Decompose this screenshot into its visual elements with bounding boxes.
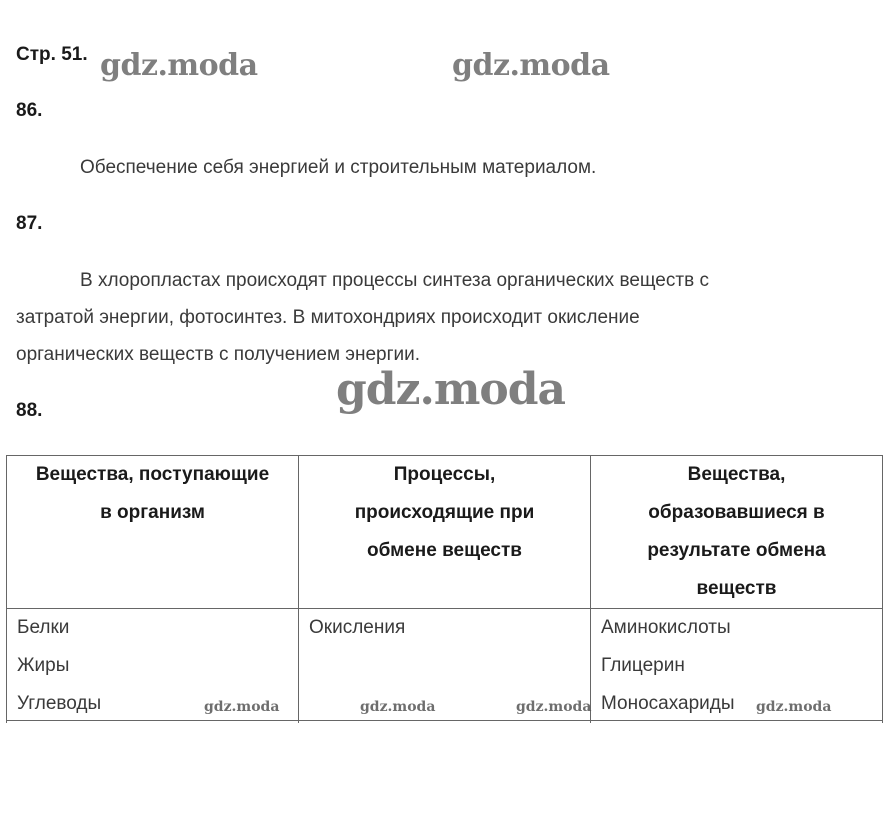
header-resulting-substances bbox=[591, 456, 883, 609]
watermark-logo: gdz.moda bbox=[756, 699, 832, 715]
cell-value: Углеводы bbox=[17, 693, 102, 714]
watermark-logo: gdz.moda bbox=[360, 699, 436, 715]
header-incoming-substances bbox=[7, 456, 299, 609]
watermark-logo: gdz.moda bbox=[452, 48, 610, 83]
answer-line: органических веществ с получением энергии. bbox=[16, 344, 421, 365]
answer-line: В хлоропластах происходят процессы синтеза органических веществ с bbox=[80, 270, 709, 291]
cell-value: Аминокислоты bbox=[601, 617, 731, 638]
question-86-answer: Обеспечение себя энергией и строительным материалом. bbox=[80, 157, 597, 178]
cell-value: Моносахариды bbox=[601, 693, 735, 714]
header-line: Вещества, поступающие bbox=[35, 464, 270, 485]
cell-value: Глицерин bbox=[601, 655, 685, 676]
watermark-logo: gdz.moda bbox=[204, 699, 280, 715]
metabolism-table bbox=[6, 455, 883, 723]
answer-line: затратой энергии, фотосинтез. В митохондриях происходит окисление bbox=[16, 307, 640, 328]
header-line: Вещества, bbox=[687, 464, 786, 485]
watermark-logo: gdz.moda bbox=[516, 699, 592, 715]
question-88-number: 88. bbox=[16, 400, 43, 421]
header-line: Процессы, bbox=[393, 464, 496, 485]
cell-value: Окисления bbox=[309, 617, 406, 638]
cell-value: Жиры bbox=[17, 655, 70, 676]
header-line: обмене веществ bbox=[367, 540, 522, 561]
header-line: происходящие при bbox=[354, 502, 535, 523]
header-processes bbox=[299, 456, 591, 609]
header-line: образовавшиеся в bbox=[648, 502, 825, 523]
watermark-logo: gdz.moda bbox=[336, 364, 566, 415]
table-header-row bbox=[7, 456, 883, 609]
header-line: в организм bbox=[100, 502, 205, 523]
watermark-logo: gdz.moda bbox=[100, 48, 258, 83]
table-bottom-border bbox=[6, 720, 882, 721]
question-87-answer bbox=[16, 262, 876, 373]
header-line: результате обмена bbox=[647, 540, 826, 561]
header-line: веществ bbox=[696, 578, 777, 599]
table-row bbox=[7, 609, 883, 724]
question-86-number: 86. bbox=[16, 100, 43, 121]
cell-value: Белки bbox=[17, 617, 70, 638]
question-87-number: 87. bbox=[16, 213, 43, 234]
page-label: Стр. 51. bbox=[16, 44, 88, 65]
table-cell-results bbox=[591, 609, 883, 724]
